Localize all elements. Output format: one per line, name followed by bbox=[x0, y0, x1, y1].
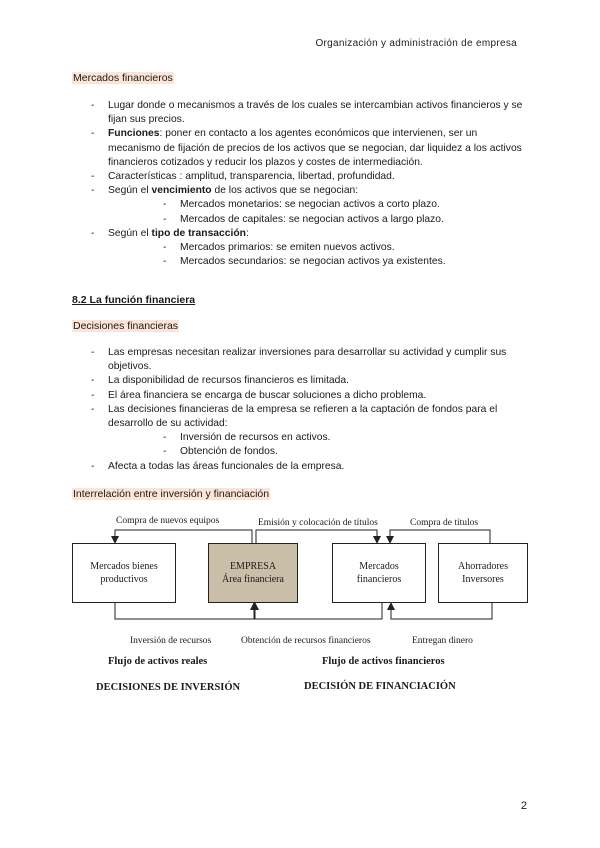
section-title-8-2 bbox=[72, 294, 195, 306]
heading-highlight: Mercados financieros bbox=[73, 72, 173, 84]
box-mercados-bienes bbox=[72, 543, 176, 603]
mercados-list bbox=[72, 99, 532, 269]
list-item: - Las empresas necesitan realizar inversiones para desarrollar su actividad y cumplir sus objetivos. bbox=[72, 346, 532, 374]
item-text: : bbox=[245, 227, 249, 239]
heading-highlight: Interrelación entre inversión y financiación bbox=[73, 488, 270, 500]
list-item bbox=[72, 99, 532, 127]
list-item bbox=[72, 184, 532, 227]
item-text: Según el bbox=[108, 227, 152, 239]
box-line: Mercados bienes bbox=[90, 561, 158, 572]
decisiones-list bbox=[72, 346, 532, 474]
label-compra-equipos: Compra de nuevos equipos bbox=[116, 516, 220, 526]
item-bold: vencimiento bbox=[151, 185, 212, 197]
item-text: Lugar donde o mecanismos a través de los cuales se intercambian activos financieros y se fijan sus precios. bbox=[108, 100, 523, 126]
arrow-compra-titulos bbox=[390, 530, 490, 543]
box-line: Ahorradores bbox=[458, 561, 508, 572]
sub-list-item: - Mercados primarios: se emiten nuevos activos. bbox=[108, 241, 532, 255]
list-item: - Afecta a todas las áreas funcionales de la empresa. bbox=[72, 460, 532, 474]
section-heading-decisiones bbox=[72, 320, 179, 332]
decision-financing-label: DECISIÓN DE FINANCIACIÓN bbox=[304, 681, 456, 692]
running-header: Organización y administración de empresa bbox=[315, 38, 517, 49]
list-item: - El área financiera se encarga de buscar soluciones a dicho problema. bbox=[72, 389, 532, 403]
label-inversion-recursos: Inversión de recursos bbox=[130, 636, 212, 646]
item-bold: tipo de transacción bbox=[151, 227, 246, 239]
list-item: - La disponibilidad de recursos financieros es limitada. bbox=[72, 374, 532, 388]
item-bold: Funciones bbox=[108, 128, 160, 140]
list-item bbox=[72, 170, 532, 184]
label-entregan-dinero: Entregan dinero bbox=[412, 636, 473, 646]
item-text: de los activos que se negocian: bbox=[211, 185, 359, 197]
arrow-compra-equipos bbox=[115, 530, 252, 543]
arrow-inversion-recursos bbox=[115, 603, 254, 619]
item-text: : poner en contacto a los agentes económicos que intervienen, ser un mecanismo de fijación de precios de los activos que se negocian, dar liquidez a los activos financieros cotizados y reducir los plazos y costes de intermediación. bbox=[108, 128, 522, 168]
section-title: La función financiera bbox=[89, 294, 196, 306]
list-item bbox=[72, 403, 532, 460]
box-line: EMPRESA bbox=[229, 561, 277, 572]
heading-highlight: Decisiones financieras bbox=[73, 320, 179, 332]
sub-list-item: - Obtención de fondos. bbox=[108, 445, 532, 459]
item-text: Según el bbox=[108, 185, 152, 197]
sub-list-item: - Mercados monetarios: se negocian activos a corto plazo. bbox=[108, 198, 532, 212]
arrow-entregan-dinero bbox=[391, 603, 492, 619]
box-line: Mercados bbox=[359, 561, 399, 572]
sub-list-item: - Mercados de capitales: se negocian activos a largo plazo. bbox=[108, 213, 532, 227]
label-compra-titulos: Compra de títulos bbox=[410, 518, 479, 528]
box-line: financieros bbox=[356, 574, 402, 585]
investment-financing-diagram bbox=[72, 512, 528, 702]
box-line: productivos bbox=[100, 574, 148, 585]
list-item bbox=[72, 127, 532, 170]
page-number: 2 bbox=[520, 800, 527, 812]
sub-list-item: - Inversión de recursos en activos. bbox=[108, 431, 532, 445]
sub-list-item: - Mercados secundarios: se negocian activos ya existentes. bbox=[108, 255, 532, 269]
box-ahorradores bbox=[438, 543, 528, 603]
box-line: Inversores bbox=[462, 574, 504, 585]
item-text: Las decisiones financieras de la empresa se refieren a la captación de fondos para el desarrollo de su actividad: bbox=[108, 403, 498, 430]
arrow-obtencion-recursos bbox=[255, 603, 382, 619]
decision-investment-label: DECISIONES DE INVERSIÓN bbox=[96, 682, 241, 693]
box-mercados-financieros bbox=[332, 543, 426, 603]
item-text: Características : amplitud, transparencia, libertad, profundidad. bbox=[108, 171, 395, 183]
arrow-emision-titulos bbox=[256, 530, 377, 543]
diagram-arrows bbox=[72, 512, 528, 702]
section-number: 8.2 bbox=[72, 294, 87, 306]
flow-financial-label: Flujo de activos financieros bbox=[322, 656, 445, 667]
label-emision-titulos: Emisión y colocación de títulos bbox=[258, 518, 378, 528]
box-empresa bbox=[208, 543, 298, 603]
section-heading-interrelacion bbox=[72, 488, 270, 500]
box-line: Área financiera bbox=[222, 574, 284, 585]
list-item bbox=[72, 227, 532, 270]
label-obtencion-recursos: Obtención de recursos financieros bbox=[241, 636, 371, 646]
flow-real-label: Flujo de activos reales bbox=[108, 656, 208, 667]
section-heading-mercados bbox=[72, 72, 174, 84]
